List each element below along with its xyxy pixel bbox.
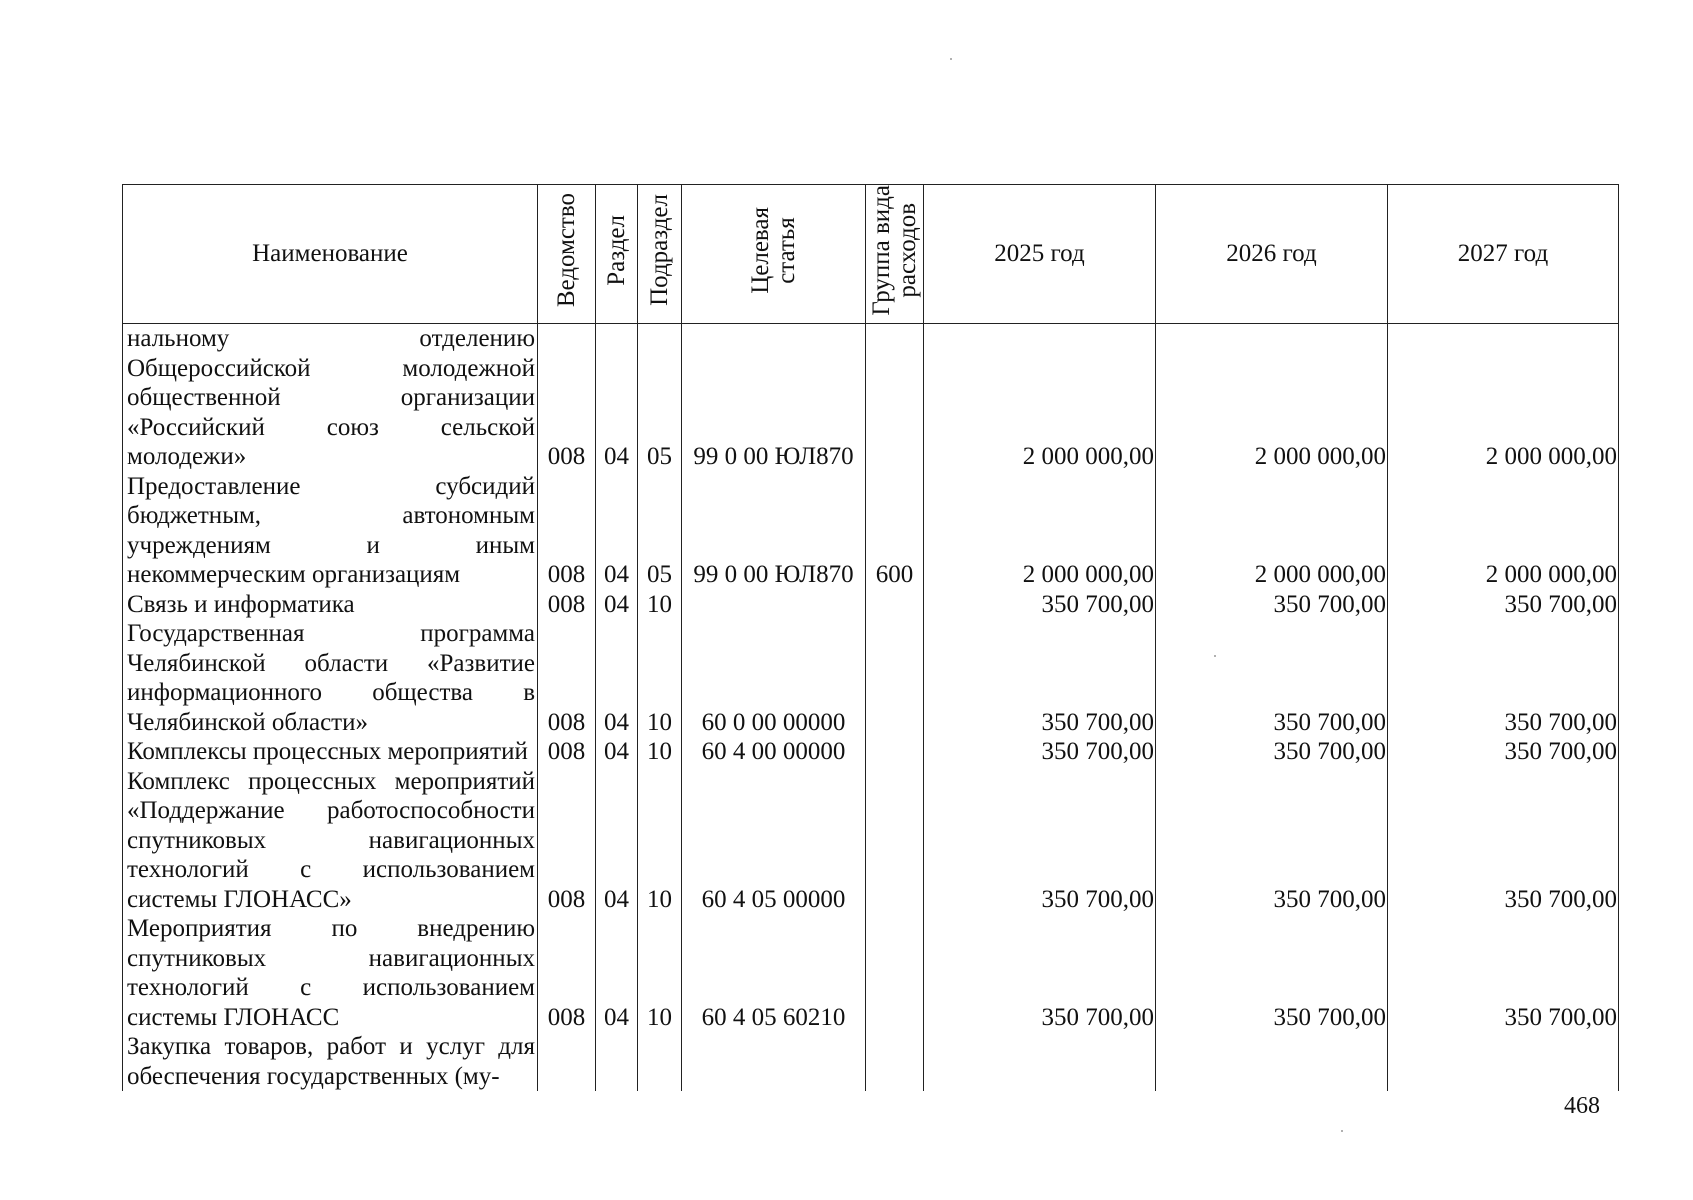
row-name: Комплекс процессных мероприятий «Поддержание работоспособности спутниковых навигационных технологий с использованием системы ГЛОНАСС» bbox=[123, 767, 538, 915]
row-razdel: 04 bbox=[596, 619, 638, 737]
table-row bbox=[123, 324, 1619, 472]
table-row bbox=[123, 472, 1619, 590]
row-2026: 350 700,00 bbox=[1156, 914, 1388, 1032]
scan-speck bbox=[950, 58, 952, 60]
row-gruppa bbox=[866, 1032, 924, 1091]
table-body bbox=[123, 324, 1619, 1092]
page-number: 468 bbox=[1564, 1093, 1600, 1119]
row-gruppa bbox=[866, 767, 924, 915]
row-name: Комплексы процессных мероприятий bbox=[123, 737, 538, 767]
row-name: Закупка товаров, работ и услуг для обеспечения государственных (му- bbox=[123, 1032, 538, 1091]
row-2025: 2 000 000,00 bbox=[924, 324, 1156, 472]
scan-speck bbox=[1214, 655, 1216, 657]
row-ved: 008 bbox=[538, 324, 596, 472]
row-ved: 008 bbox=[538, 619, 596, 737]
row-ved: 008 bbox=[538, 767, 596, 915]
header-podrazdel: Подраздел bbox=[638, 185, 682, 324]
row-tselevaya bbox=[682, 1032, 866, 1091]
row-podrazdel: 10 bbox=[638, 619, 682, 737]
row-name: Мероприятия по внедрению спутниковых навигационных технологий с использованием системы ГЛОНАСС bbox=[123, 914, 538, 1032]
row-razdel: 04 bbox=[596, 472, 638, 590]
table-row bbox=[123, 737, 1619, 767]
row-2025: 2 000 000,00 bbox=[924, 472, 1156, 590]
row-2027: 350 700,00 bbox=[1388, 590, 1619, 620]
row-2027: 350 700,00 bbox=[1388, 619, 1619, 737]
row-name: нальному отделению Общероссийской молодежной общественной организации «Российский союз сельской молодежи» bbox=[123, 324, 538, 472]
row-2026: 350 700,00 bbox=[1156, 767, 1388, 915]
row-2025: 350 700,00 bbox=[924, 767, 1156, 915]
header-2026: 2026 год bbox=[1156, 185, 1388, 324]
table-row bbox=[123, 619, 1619, 737]
row-tselevaya: 60 4 05 60210 bbox=[682, 914, 866, 1032]
row-name: Предоставление субсидий бюджетным, автономным учреждениям и иным некоммерческим организациям bbox=[123, 472, 538, 590]
header-name: Наименование bbox=[123, 185, 538, 324]
row-gruppa bbox=[866, 590, 924, 620]
header-tselevaya-statya: Целевая статья bbox=[682, 185, 866, 324]
budget-table bbox=[122, 184, 1619, 1091]
row-gruppa bbox=[866, 324, 924, 472]
row-gruppa bbox=[866, 737, 924, 767]
header-2025: 2025 год bbox=[924, 185, 1156, 324]
row-podrazdel: 10 bbox=[638, 590, 682, 620]
row-razdel: 04 bbox=[596, 324, 638, 472]
row-2027: 2 000 000,00 bbox=[1388, 324, 1619, 472]
row-2026: 2 000 000,00 bbox=[1156, 472, 1388, 590]
row-name: Государственная программа Челябинской области «Развитие информационного общества в Челябинской области» bbox=[123, 619, 538, 737]
row-tselevaya: 60 4 05 00000 bbox=[682, 767, 866, 915]
row-2027: 350 700,00 bbox=[1388, 737, 1619, 767]
row-2025: 350 700,00 bbox=[924, 737, 1156, 767]
row-tselevaya: 99 0 00 ЮЛ870 bbox=[682, 472, 866, 590]
row-razdel: 04 bbox=[596, 590, 638, 620]
row-name: Связь и информатика bbox=[123, 590, 538, 620]
row-podrazdel: 05 bbox=[638, 472, 682, 590]
row-2025 bbox=[924, 1032, 1156, 1091]
row-gruppa: 600 bbox=[866, 472, 924, 590]
row-gruppa bbox=[866, 619, 924, 737]
row-tselevaya: 99 0 00 ЮЛ870 bbox=[682, 324, 866, 472]
row-2027: 350 700,00 bbox=[1388, 767, 1619, 915]
row-2025: 350 700,00 bbox=[924, 914, 1156, 1032]
row-2027 bbox=[1388, 1032, 1619, 1091]
row-ved: 008 bbox=[538, 590, 596, 620]
header-vedomstvo: Ведомство bbox=[538, 185, 596, 324]
row-2026: 2 000 000,00 bbox=[1156, 324, 1388, 472]
row-tselevaya bbox=[682, 590, 866, 620]
row-2025: 350 700,00 bbox=[924, 619, 1156, 737]
table-row bbox=[123, 914, 1619, 1032]
row-2026 bbox=[1156, 1032, 1388, 1091]
row-razdel: 04 bbox=[596, 914, 638, 1032]
row-ved bbox=[538, 1032, 596, 1091]
row-razdel bbox=[596, 1032, 638, 1091]
row-2026: 350 700,00 bbox=[1156, 737, 1388, 767]
row-ved: 008 bbox=[538, 472, 596, 590]
row-2025: 350 700,00 bbox=[924, 590, 1156, 620]
header-gruppa-vida-rashodov: Группа вида расходов bbox=[866, 185, 924, 324]
header-razdel: Раздел bbox=[596, 185, 638, 324]
table-row bbox=[123, 767, 1619, 915]
row-razdel: 04 bbox=[596, 737, 638, 767]
row-podrazdel: 10 bbox=[638, 737, 682, 767]
table-header bbox=[123, 185, 1619, 324]
row-2027: 350 700,00 bbox=[1388, 914, 1619, 1032]
row-ved: 008 bbox=[538, 737, 596, 767]
header-2027: 2027 год bbox=[1388, 185, 1619, 324]
table-row bbox=[123, 590, 1619, 620]
row-gruppa bbox=[866, 914, 924, 1032]
table-row bbox=[123, 1032, 1619, 1091]
row-2026: 350 700,00 bbox=[1156, 590, 1388, 620]
row-podrazdel bbox=[638, 1032, 682, 1091]
row-ved: 008 bbox=[538, 914, 596, 1032]
row-razdel: 04 bbox=[596, 767, 638, 915]
row-podrazdel: 10 bbox=[638, 914, 682, 1032]
scan-speck bbox=[1341, 1130, 1343, 1132]
row-2026: 350 700,00 bbox=[1156, 619, 1388, 737]
row-2027: 2 000 000,00 bbox=[1388, 472, 1619, 590]
row-tselevaya: 60 0 00 00000 bbox=[682, 619, 866, 737]
row-podrazdel: 10 bbox=[638, 767, 682, 915]
row-podrazdel: 05 bbox=[638, 324, 682, 472]
row-tselevaya: 60 4 00 00000 bbox=[682, 737, 866, 767]
